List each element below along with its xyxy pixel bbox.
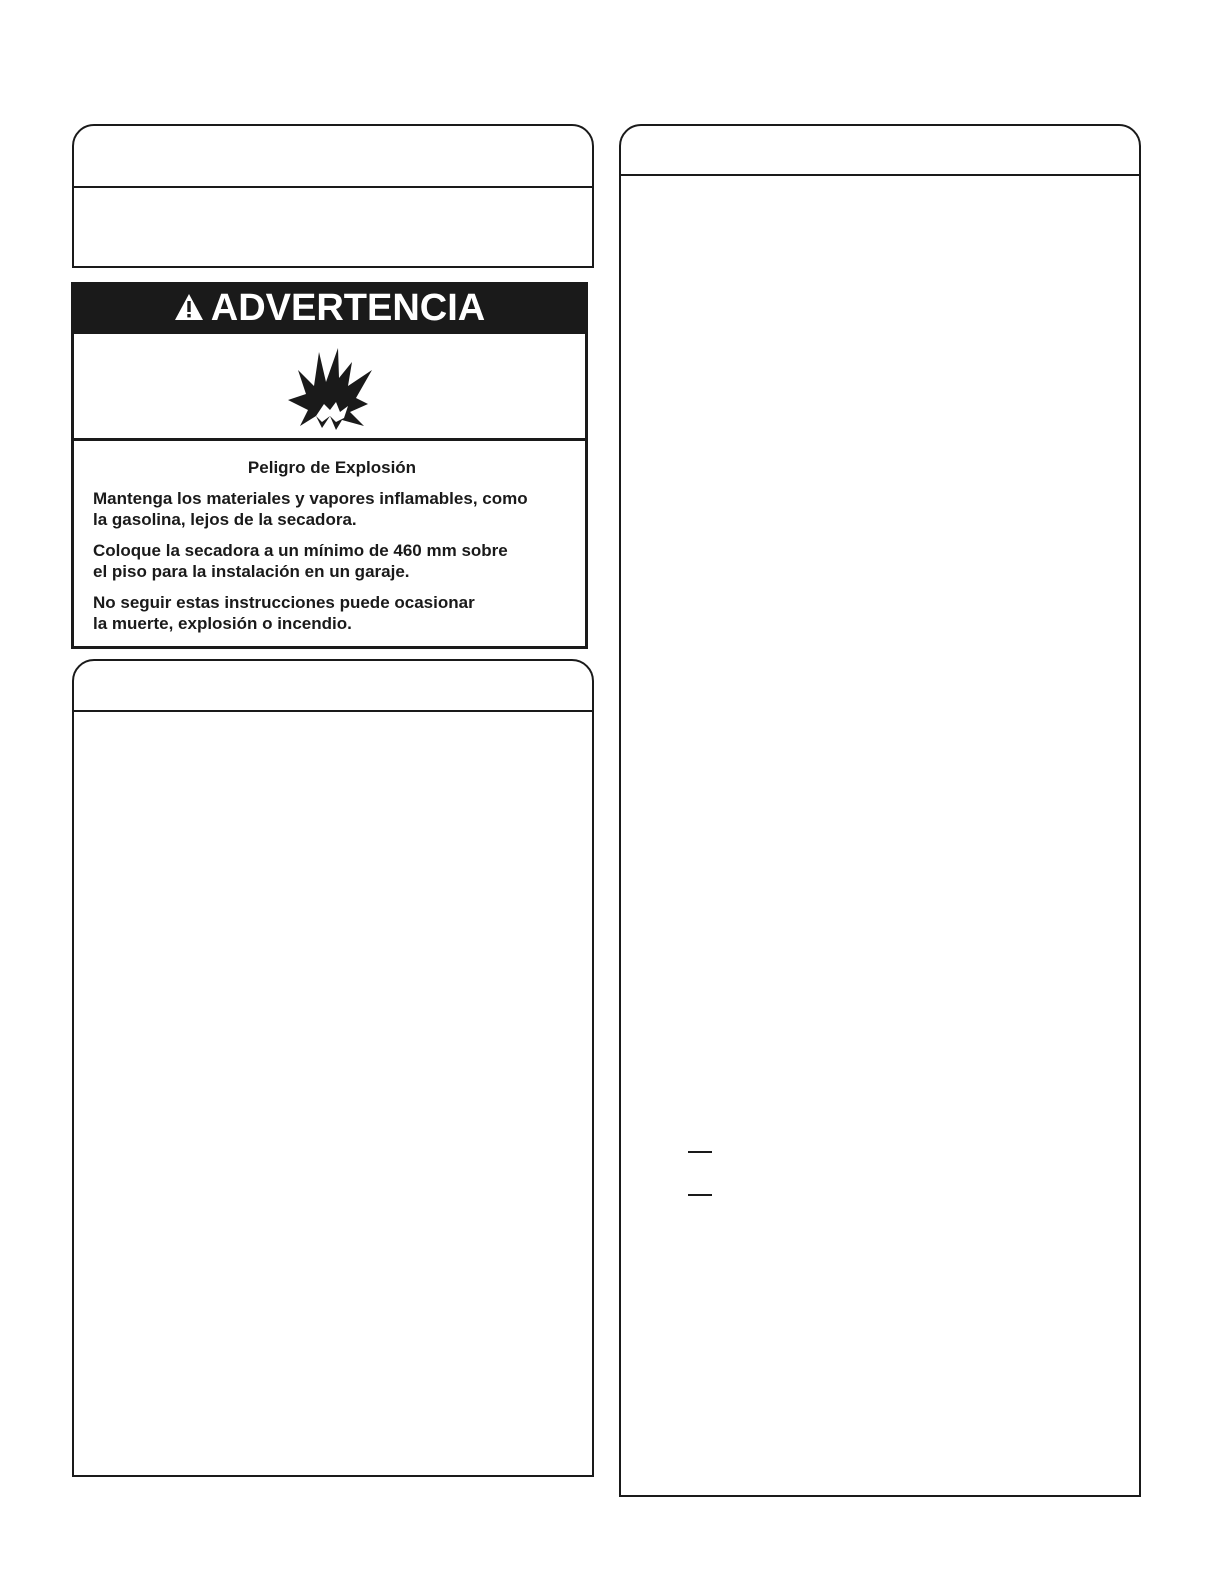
top-left-panel [72,124,594,268]
warning-paragraph: Coloque la secadora a un mínimo de 460 mm sobre el piso para la instalación en un garaje. [93,541,508,581]
warning-box [71,282,588,649]
warning-header [74,285,585,331]
panel-header-rule [74,710,592,712]
warning-triangle-icon [174,293,204,321]
warning-paragraph: Mantenga los materiales y vapores inflamables, como la gasolina, lejos de la secadora. [93,489,528,529]
blank-line [688,1194,712,1196]
panel-header-rule [621,174,1139,176]
warning-title: ADVERTENCIA [210,287,486,329]
panel-header-rule [74,186,592,188]
right-panel [619,124,1141,1497]
bottom-left-panel [72,659,594,1477]
warning-icon-area [74,331,585,441]
explosion-icon [286,346,376,432]
warning-text [93,457,571,644]
blank-line [688,1151,712,1153]
warning-heading: Peligro de Explosión [247,458,417,477]
warning-paragraph: No seguir estas instrucciones puede ocasionar la muerte, explosión o incendio. [93,593,475,633]
